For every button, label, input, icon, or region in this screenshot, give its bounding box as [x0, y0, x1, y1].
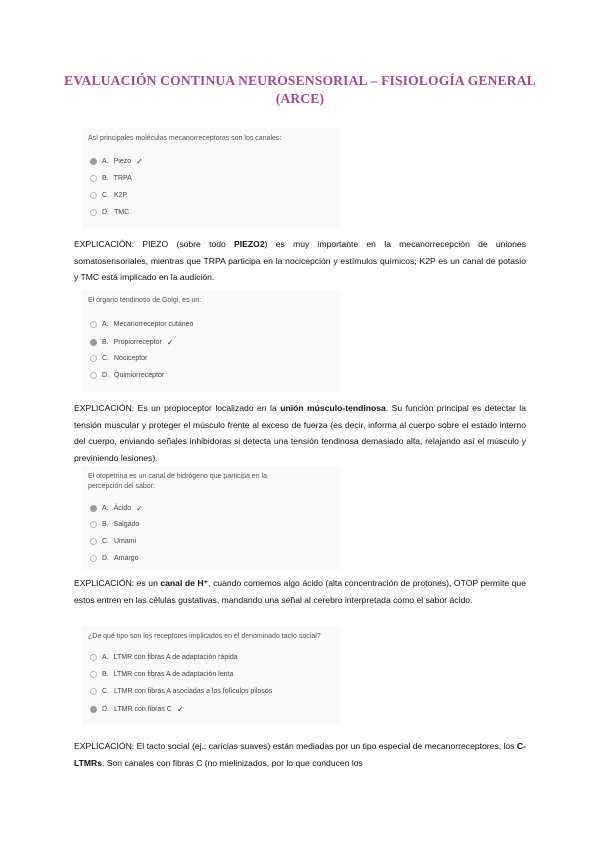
- radio-icon[interactable]: [90, 521, 97, 528]
- option-b[interactable]: B. TRPA: [90, 175, 132, 182]
- option-a[interactable]: A. Ácido ✓: [90, 504, 143, 513]
- question-card-1: [82, 128, 340, 228]
- radio-icon[interactable]: [90, 555, 97, 562]
- question-text: Así principales moléculas mecanorreceptoras son los canales:: [88, 135, 282, 142]
- option-c[interactable]: C. LTMR con fibras A asociadas a los folículos pilosos: [90, 688, 272, 695]
- question-card-2: [82, 290, 340, 392]
- radio-selected-icon[interactable]: [90, 339, 97, 346]
- radio-selected-icon[interactable]: [90, 158, 97, 165]
- radio-icon[interactable]: [90, 688, 97, 695]
- option-d[interactable]: D. Amargo: [90, 555, 139, 562]
- option-c[interactable]: C. Nociceptor: [90, 355, 147, 362]
- radio-icon[interactable]: [90, 671, 97, 678]
- question-text: El otopetrina es un canal de hidrógeno que participa en la percepción del sabor:: [88, 473, 268, 490]
- checkmark-icon: ✓: [136, 504, 143, 513]
- explanation-4: EXPLICACIÓN: El tacto social (ej.: caricias suaves) están mediadas por un tipo especial de mecanorreceptores, los C-LTMRs. Son canales con fibras C (no mielinizados, por lo que conducen los: [74, 741, 526, 768]
- radio-selected-icon[interactable]: [90, 706, 97, 713]
- option-c[interactable]: C. K2P: [90, 192, 127, 199]
- radio-icon[interactable]: [90, 538, 97, 545]
- option-c[interactable]: C. Umami: [90, 538, 136, 545]
- radio-icon[interactable]: [90, 192, 97, 199]
- radio-selected-icon[interactable]: [90, 505, 97, 512]
- option-b[interactable]: B. Salgado: [90, 521, 139, 528]
- radio-icon[interactable]: [90, 372, 97, 379]
- option-a[interactable]: A. Piezo ✓: [90, 157, 143, 166]
- option-a[interactable]: A. Mecanorreceptor cutáneo: [90, 321, 193, 328]
- option-d[interactable]: D. TMC: [90, 209, 129, 216]
- explanation-3: EXPLICACIÓN: es un canal de H⁺, cuando comemos algo ácido (alta concentración de protones), OTOP permite que estos entren en las células gustativas, mandando una señal al cerebro interpretada como el sabor ácido.: [74, 578, 526, 605]
- radio-icon[interactable]: [90, 175, 97, 182]
- radio-icon[interactable]: [90, 209, 97, 216]
- option-b[interactable]: B. LTMR con fibras A de adaptación lenta: [90, 671, 233, 678]
- radio-icon[interactable]: [90, 654, 97, 661]
- explanation-2: EXPLICACIÓN: Es un propioceptor localizado en la unión músculo-tendinosa. Su función principal es detectar la tensión muscular y proteger el músculo frente al exceso de fuerza (es decir, informa al cuerpo sobre el estado interno del cuerpo, enviando señales inhibidoras si detecta una tensión tendinosa demasiado alta, relajando así el músculo y previniendo lesiones).: [74, 403, 526, 463]
- checkmark-icon: ✓: [166, 338, 174, 347]
- radio-icon[interactable]: [90, 321, 97, 328]
- checkmark-icon: ✓: [136, 157, 143, 166]
- option-a[interactable]: A. LTMR con fibras A de adaptación rápida: [90, 654, 238, 661]
- question-text: ¿De qué tipo son los receptores implicados en el denominado tacto social?: [88, 633, 321, 640]
- checkmark-icon: ✓: [176, 705, 184, 714]
- question-text: El órgano tendinoso de Golgi, es un:: [88, 297, 202, 304]
- option-d[interactable]: D. LTMR con fibras C ✓: [90, 705, 184, 714]
- question-card-3: [82, 466, 340, 570]
- question-card-4: [82, 626, 340, 724]
- option-b[interactable]: B. Propiorreceptor ✓: [90, 338, 174, 347]
- page-title: EVALUACIÓN CONTINUA NEUROSENSORIAL – FISIOLOGÍA GENERAL (ARCE): [64, 73, 536, 106]
- radio-icon[interactable]: [90, 355, 97, 362]
- explanation-1: EXPLICACIÓN: PIEZO (sobre todo PIEZO2) es muy importante en la mecanorrecepción de uniones somatosensoriales, mientras que TRPA participa en la nocicepción y estímulos químicos; K2P es un canal de potasio y TMC está implicado en la audición.: [74, 239, 527, 282]
- option-d[interactable]: D. Quimiorreceptor: [90, 372, 164, 379]
